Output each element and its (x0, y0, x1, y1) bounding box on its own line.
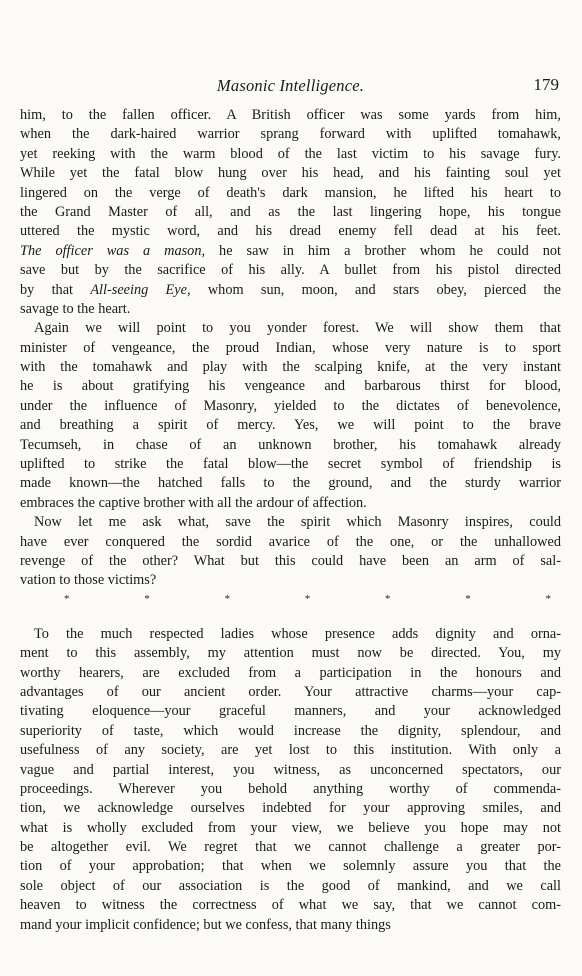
text-line: uttered the mystic word, and his dread enemy fell dead at his feet. (20, 223, 561, 240)
separator-star: * (224, 592, 230, 605)
text-line: and breathing a spirit of mercy. Yes, we will point to the brave (20, 417, 561, 434)
separator-star: * (385, 592, 391, 605)
closing-paragraph (20, 625, 561, 935)
text-line: tion of your approbation; that when we solemnly assure you that the (20, 858, 561, 875)
text-line: tivating eloquence—your graceful manners, and your acknowledged (20, 703, 561, 720)
text-line: have ever conquered the sordid avarice of the one, or the unhallowed (20, 533, 561, 550)
text-line: lingered on the verge of death's dark mansion, he lifted his heart to (20, 184, 561, 201)
text-line: Now let me ask what, save the spirit which Masonry inspires, could (34, 514, 561, 531)
page-header (20, 76, 561, 100)
text-line: minister of vengeance, the proud Indian, whose very nature is to sport (20, 339, 561, 356)
text-line: him, to the fallen officer. A British officer was some yards from him, (20, 107, 561, 123)
text-line: Tecumseh, in chase of an unknown brother, his tomahawk already (20, 436, 561, 453)
text-line: the Grand Master of all, and as the last lingering hope, his tongue (20, 203, 561, 220)
separator-star: * (64, 592, 70, 605)
paragraph (20, 106, 561, 319)
text-line: usefulness of any society, are yet lost to this institution. With only a (20, 742, 561, 759)
text-line: proceedings. Wherever you behold anything worthy of commenda- (20, 780, 561, 797)
text-line: when the dark-haired warrior sprang forward with uplifted tomahawk, (20, 126, 561, 143)
text-line: sole object of our association is the good of mankind, and we call (20, 877, 561, 894)
text-line: under the influence of Masonry, yielded to the dictates of benevolence, (20, 397, 561, 414)
text-line: ment to this assembly, my attention must now be directed. You, my (20, 645, 561, 662)
text-line: To the much respected ladies whose presence adds dignity and orna- (34, 625, 561, 642)
text-line: uplifted to strike the fatal blow—the secret symbol of friendship is (20, 456, 561, 473)
paragraph (20, 513, 561, 591)
text-line: worthy hearers, are excluded from a participation in the honours and (20, 664, 561, 681)
text-line: Again we will point to you yonder forest. We will show them that (34, 320, 561, 337)
text-line: While yet the fatal blow hung over his head, and his fainting soul yet (20, 165, 561, 182)
text-line: vation to those victims? (20, 572, 157, 589)
text-line: what is wholly excluded from your view, we believe you hope may not (20, 819, 561, 836)
separator-star: * (545, 592, 551, 605)
text-line: yet reeking with the warm blood of the last victim to his savage fury. (20, 145, 561, 162)
section-separator (20, 591, 561, 613)
text-line: heaven to witness the correctness of what we say, that we cannot com- (20, 897, 561, 914)
running-title: Masonic Intelligence. (216, 76, 365, 95)
separator-star: * (304, 592, 311, 605)
text-line: advantages of our ancient order. Your attractive charms—your cap- (20, 683, 561, 700)
text-line: be altogether evil. We regret that we cannot challenge a greater por- (20, 839, 561, 856)
text-line: mand your implicit confidence; but we confess, that many things (20, 916, 391, 933)
separator-star: * (465, 592, 471, 605)
page-body (20, 106, 561, 935)
text-line: save but by the sacrifice of his ally. A bullet from his pistol directed (20, 262, 561, 279)
text-line: tion, we acknowledge ourselves indebted for your approving smiles, and (20, 800, 561, 817)
text-line: with the tomahawk and play with the scalping knife, at the very instant (20, 359, 561, 376)
text-line: superiority of taste, which would increase the dignity, splendour, and (20, 722, 561, 739)
text-line: made known—the hatched falls to the ground, and the sturdy warrior (20, 475, 561, 492)
separator-star: * (144, 592, 150, 605)
text-line: savage to the heart. (20, 300, 131, 317)
paragraph (20, 319, 561, 513)
text-line: vague and partial interest, you witness, as unconcerned spectators, our (20, 761, 561, 778)
paragraphs (20, 106, 561, 591)
text-line: embraces the captive brother with all the ardour of affection. (20, 494, 367, 511)
text-line: he is about gratifying his vengeance and barbarous thirst for blood, (20, 378, 561, 395)
text-line: The officer was a mason, he saw in him a brother whom he could not (20, 242, 562, 259)
page-number: 179 (533, 75, 559, 94)
text-line: revenge of the other? What but this could have been an arm of sal- (20, 552, 561, 569)
text-line: by that All-seeing Eye, whom sun, moon, and stars obey, pierced the (20, 281, 561, 298)
